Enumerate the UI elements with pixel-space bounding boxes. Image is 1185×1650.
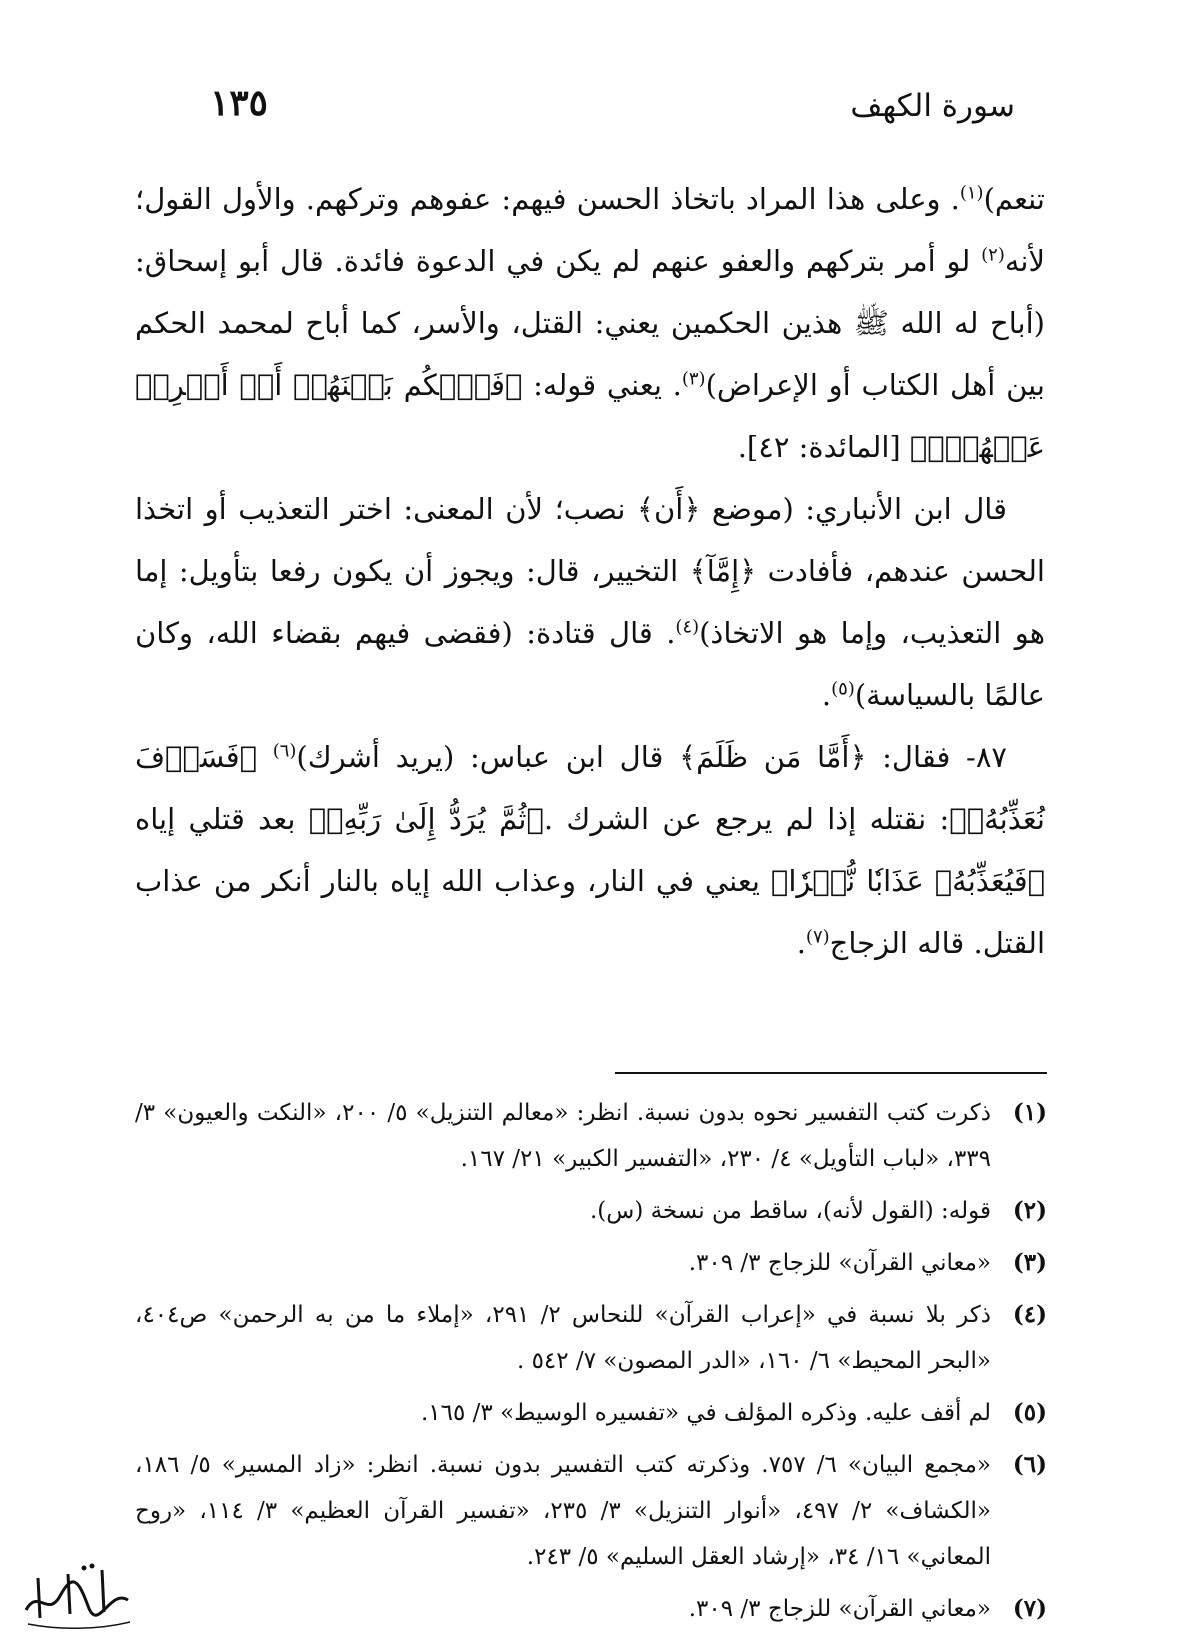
- footnote-item: [135, 1188, 1047, 1234]
- footnote-text: لم أقف عليه. وذكره المؤلف في «تفسيره الوسيط» ٣/ ١٦٥.: [420, 1400, 991, 1426]
- text-run: . قال قتادة: (فقضى فيهم بقضاء الله، وكان عالمًا بالسياسة): [135, 616, 1045, 712]
- main-text: [135, 168, 1045, 974]
- footnote-item: [135, 1292, 1047, 1384]
- footnote-text: ذكرت كتب التفسير نحوه بدون نسبة. انظر: «معالم التنزيل» ٥/ ٢٠٠، «النكت والعيون» ٣/ ٣٣٩، «لباب التأويل» ٤/ ٢٣٠، «التفسير الكبير» ٢١/ ١٦٧.: [135, 1100, 991, 1172]
- footnote-item: [135, 1442, 1047, 1580]
- footnote-number: (٦): [1012, 1451, 1047, 1478]
- footnote-ref: (٥): [831, 678, 855, 700]
- footnote-item: [135, 1390, 1047, 1436]
- paragraph: [135, 726, 1045, 974]
- footnote-ref: (٦): [272, 740, 297, 762]
- footnote-item: [135, 1240, 1047, 1286]
- footnote-item: [135, 1090, 1047, 1182]
- surah-title: سورة الكهف: [850, 88, 1015, 124]
- paragraph: [135, 168, 1045, 478]
- footnote-ref: (١): [959, 182, 984, 204]
- page-number: ١٣٥: [210, 82, 269, 124]
- footnote-ref: (٤): [675, 616, 700, 638]
- publisher-logo: [18, 1548, 138, 1638]
- text-run: . وعلى هذا المراد باتخاذ الحسن فيهم: عفوهم وتركهم. والأول القول؛ لأنه: [135, 182, 1045, 278]
- footnote-text: «معاني القرآن» للزجاج ٣/ ٣٠٩.: [688, 1596, 991, 1622]
- text-run: لو أمر بتركهم والعفو عنهم لم يكن في الدعوة فائدة. قال أبو إسحاق: (أباح له الله ﷺ هذين الحكمين يعني: القتل، والأسر، كما أباح لمحمد الحكم بين أهل الكتاب أو الإعراض): [135, 244, 1045, 402]
- footnote-divider: [615, 1072, 1047, 1074]
- text-run: .: [821, 678, 832, 712]
- footnote-ref: (٧): [805, 926, 830, 948]
- footnote-text: «مجمع البيان» ٦/ ٧٥٧. وذكرته كتب التفسير بدون نسبة. انظر: «زاد المسير» ٥/ ١٨٦، «الكشاف» ٢/ ٤٩٧، «أنوار التنزيل» ٣/ ٢٣٥، «تفسير القرآن العظيم» ٣/ ١١٤، «روح المعاني» ١٦/ ٣٤، «إرشاد العقل السليم» ٥/ ٢٤٣.: [135, 1452, 991, 1570]
- footnotes: [135, 1090, 1047, 1638]
- footnote-number: (٤): [1012, 1301, 1047, 1328]
- footnote-text: قوله: (القول لأنه)، ساقط من نسخة (س).: [589, 1198, 991, 1224]
- footnote-item: [135, 1586, 1047, 1632]
- text-run: تنعم): [983, 182, 1045, 216]
- footnote-number: (٧): [1012, 1595, 1047, 1622]
- footnote-text: «معاني القرآن» للزجاج ٣/ ٣٠٩.: [688, 1250, 991, 1276]
- footnote-text: ذكر بلا نسبة في «إعراب القرآن» للنحاس ٢/ ٢٩١، «إملاء ما من به الرحمن» ص٤٠٤، «البحر المحيط» ٦/ ١٦٠، «الدر المصون» ٧/ ٥٤٢ .: [135, 1302, 991, 1374]
- text-run: قال ابن الأنباري: (موضع ﴿أَن﴾ نصب؛ لأن المعنى: اختر التعذيب أو اتخذا الحسن عندهم، فأفادت ﴿إِمَّآ﴾ التخيير، قال: ويجوز أن يكون رفعا بتأويل: إما هو التعذيب، وإما هو الاتخاذ): [135, 492, 1045, 650]
- footnote-number: (٢): [1012, 1197, 1047, 1224]
- footnote-number: (٣): [1012, 1249, 1047, 1276]
- text-run: ﴿فَسَوۡفَ نُعَذِّبُهُۥ﴾: نقتله إذا لم يرجع عن الشرك .﴿ثُمَّ يُرَدُّ إِلَىٰ رَبِّهِۦ﴾ بعد قتلي إياه ﴿فَيُعَذِّبُهُۥ عَذَابٗا نُّكۡرٗا﴾ يعني في النار، وعذاب الله إياه بالنار أنكر من عذاب القتل. قاله الزجاج: [135, 740, 1045, 960]
- footnote-ref: (٣): [681, 368, 706, 390]
- footnote-ref: (٢): [981, 244, 1005, 266]
- text-run: .: [796, 926, 806, 960]
- text-run: ٨٧- فقال: ﴿أَمَّا مَن ظَلَمَ﴾ قال ابن عباس: (يريد أشرك): [296, 740, 1008, 774]
- text-run: . يعني قوله: ﴿فَٱحۡكُم بَيۡنَهُمۡ أَوۡ أَعۡرِضۡ عَنۡهُمۡۖ﴾ [المائدة: ٤٢].: [135, 368, 1045, 464]
- page-header: [170, 82, 1015, 138]
- paragraph: [135, 478, 1045, 726]
- footnote-number: (٥): [1012, 1399, 1047, 1426]
- footnote-number: (١): [1012, 1099, 1047, 1126]
